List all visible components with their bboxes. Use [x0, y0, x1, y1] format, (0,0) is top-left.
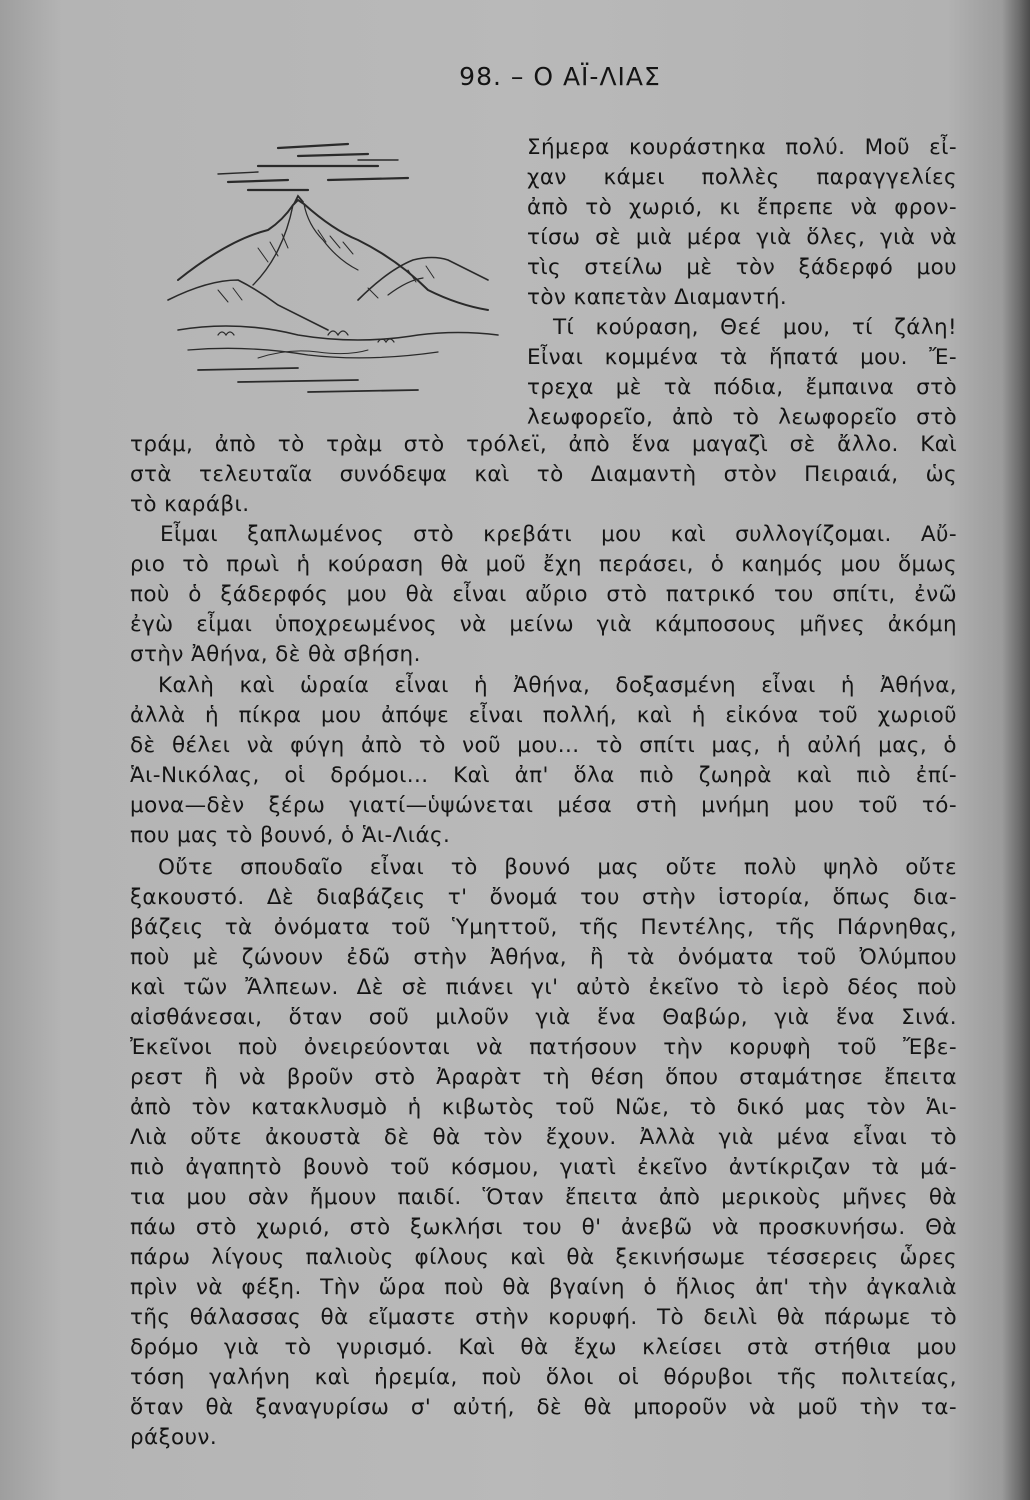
text-line: που μας τὸ βουνό, ὁ Ἁι-Λιάς.	[130, 823, 451, 848]
text-line: ριο τὸ πρωὶ ἡ κούραση θὰ μοῦ ἔχη περάσει, ὁ καημός μου ὅμως	[130, 552, 957, 577]
text-line: τίσω σὲ μιὰ μέρα γιὰ ὅλες, γιὰ νὰ	[527, 225, 957, 250]
text-line: λεωφορεῖο, ἀπὸ τὸ λεωφορεῖο στὸ	[527, 405, 957, 430]
text-line: ἀπὸ τὸ χωριό, κι ἔπρεπε νὰ φρον-	[527, 195, 957, 220]
text-line: ἐγὼ εἶμαι ὑποχρεωμένος νὰ μείνω γιὰ κάμποσους μῆνες ἀκόμη	[130, 612, 957, 637]
text-line: ξακουστό. Δὲ διαβάζεις τ' ὄνομά του στὴν ἱστορία, ὅπως δια-	[130, 885, 957, 910]
mountain-illustration	[158, 130, 518, 400]
text-line: Τί κούραση, Θεέ μου, τί ζάλη!	[553, 315, 957, 340]
text-line: πρὶν νὰ φέξη. Τὴν ὥρα ποὺ θὰ βγαίνη ὁ ἥλιος ἀπ' τὴν ἀγκαλιὰ	[130, 1275, 957, 1300]
text-line: τόση γαλήνη καὶ ἠρεμία, ποὺ ὅλοι οἱ θόρυβοι τῆς πολιτείας,	[130, 1365, 957, 1390]
text-line: Λιὰ οὔτε ἀκουστὰ δὲ θὰ τὸν ἔχουν. Ἀλλὰ γιὰ μένα εἶναι τὸ	[130, 1125, 957, 1150]
text-line: Καλὴ καὶ ὡραία εἶναι ἡ Ἀθήνα, δοξασμένη εἶναι ἡ Ἀθήνα,	[158, 673, 957, 698]
text-line: δὲ θέλει νὰ φύγη ἀπὸ τὸ νοῦ μου... τὸ σπίτι μας, ἡ αὐλή μας, ὁ	[130, 733, 957, 758]
text-line: αἰσθάνεσαι, ὅταν σοῦ μιλοῦν γιὰ ἕνα Θαβώρ, γιὰ ἕνα Σινά.	[130, 1005, 957, 1030]
text-line: Ἐκεῖνοι ποὺ ὀνειρεύονται νὰ πατήσουν τὴν κορυφὴ τοῦ Ἔβε-	[130, 1035, 957, 1060]
text-line: ὅταν θὰ ξαναγυρίσω σ' αὐτή, δὲ θὰ μποροῦν νὰ μοῦ τὴν τα-	[130, 1395, 957, 1420]
text-line: ἀπὸ τὸν κατακλυσμὸ ἡ κιβωτὸς τοῦ Νῶε, τὸ δικό μας τὸν Ἁι-	[130, 1095, 957, 1120]
text-line: μονα—δὲν ξέρω γιατί—ὑψώνεται μέσα στὴ μνήμη μου τοῦ τό-	[130, 793, 957, 818]
text-line: δρόμο γιὰ τὸ γυρισμό. Καὶ θὰ ἔχω κλείσει στὰ στήθια μου	[130, 1335, 957, 1360]
text-line: τια μου σὰν ἤμουν παιδί. Ὅταν ἔπειτα ἀπὸ μερικοὺς μῆνες θὰ	[130, 1185, 957, 1210]
text-line: ράξουν.	[130, 1425, 218, 1450]
text-line: πιὸ ἀγαπητὸ βουνὸ τοῦ κόσμου, γιατὶ ἐκεῖνο ἀντίκριζαν τὰ μά-	[130, 1155, 957, 1180]
text-line: Σήμερα κουράστηκα πολύ. Μοῦ εἶ-	[527, 135, 957, 160]
text-line: τὶς στείλω μὲ τὸν ξάδερφό μου	[527, 255, 957, 280]
text-line: ἀλλὰ ἡ πίκρα μου ἀπόψε εἶναι πολλή, καὶ ἡ εἰκόνα τοῦ χωριοῦ	[130, 703, 957, 728]
text-line: στὴν Ἀθήνα, δὲ θὰ σβήση.	[130, 642, 421, 667]
text-line: καὶ τῶν Ἄλπεων. Δὲ σὲ πιάνει γι' αὐτὸ ἐκεῖνο τὸ ἱερὸ δέος ποὺ	[130, 975, 957, 1000]
text-line: τῆς θάλασσας θὰ εἴμαστε στὴν κορυφή. Τὸ δειλὶ θὰ πάρωμε τὸ	[130, 1305, 957, 1330]
text-line: ποὺ μὲ ζώνουν ἐδῶ στὴν Ἀθήνα, ἢ τὰ ὀνόματα τοῦ Ὀλύμπου	[130, 945, 957, 970]
text-line: τρεχα μὲ τὰ πόδια, ἔμπαινα στὸ	[527, 375, 957, 400]
text-line: ποὺ ὁ ξάδερφός μου θὰ εἶναι αὔριο στὸ πατρικό του σπίτι, ἐνῶ	[130, 582, 957, 607]
text-line: βάζεις τὰ ὀνόματα τοῦ Ὑμηττοῦ, τῆς Πεντέλης, τῆς Πάρνηθας,	[130, 915, 957, 940]
text-line: πάω στὸ χωριό, στὸ ξωκλήσι του θ' ἀνεβῶ νὰ προσκυνήσω. Θὰ	[130, 1215, 957, 1240]
page-edge-shadow	[1002, 0, 1030, 1500]
text-line: χαν κάμει πολλὲς παραγγελίες	[527, 165, 957, 190]
text-line: ρεστ ἢ νὰ βροῦν στὸ Ἀραρὰτ τὴ θέση ὅπου σταμάτησε ἔπειτα	[130, 1065, 957, 1090]
text-line: τὸν καπετὰν Διαμαντή.	[527, 285, 788, 310]
text-line: στὰ τελευταῖα συνόδεψα καὶ τὸ Διαμαντὴ στὸν Πειραιά, ὡς	[130, 462, 957, 487]
text-line: τράμ, ἀπὸ τὸ τρὰμ στὸ τρόλεϊ, ἀπὸ ἕνα μαγαζὶ σὲ ἄλλο. Καὶ	[130, 432, 957, 457]
text-line: Ἁι-Νικόλας, οἱ δρόμοι... Καὶ ἀπ' ὅλα πιὸ ζωηρὰ καὶ πιὸ ἐπί-	[130, 763, 957, 788]
text-line: Οὔτε σπουδαῖο εἶναι τὸ βουνό μας οὔτε πολὺ ψηλὸ οὔτε	[158, 855, 957, 880]
text-line: Εἶναι κομμένα τὰ ἥπατά μου. Ἔ-	[527, 345, 957, 370]
text-line: πάρω λίγους παλιοὺς φίλους καὶ θὰ ξεκινήσωμε τέσσερεις ὧρες	[130, 1245, 957, 1270]
page-title: 98. – Ο ΑΪ-ΛΙΑΣ	[459, 62, 661, 91]
text-line: τὸ καράβι.	[130, 492, 250, 517]
text-line: Εἶμαι ξαπλωμένος στὸ κρεβάτι μου καὶ συλλογίζομαι. Αὔ-	[160, 522, 957, 547]
